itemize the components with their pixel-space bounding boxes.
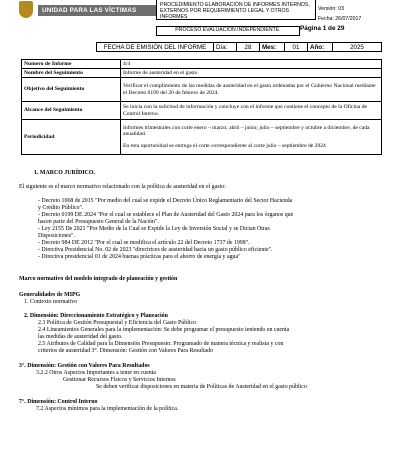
process-name: PROCESO EVALUACIÓN INDEPENDIENTE.	[156, 26, 300, 36]
mipg-heading: Marco normativo del modelo integrado de planeación y gestión	[19, 276, 178, 282]
info-label: Alcance del Seguimiento	[22, 102, 121, 120]
info-label: Objetivo del Seguimiento	[22, 78, 121, 102]
info-value: Verificar el cumplimiento de las medidas de austeridad en el gasto ordenadas por el Gobierno Nacional mediante el Decreto 0199 del 20 de febrero de 2024.	[121, 78, 382, 102]
page-number: Página 1 de 29	[300, 25, 345, 32]
fecha-emision-label: FECHA DE EMISIÓN DEL INFORME	[97, 43, 214, 52]
version-block	[316, 0, 384, 22]
procedure-line-1: PROCEDIMIENTO ELABORACIÓN DE INFORMES INTERNOS,	[160, 2, 310, 8]
dimension-item: 2.5 Atributos de Calidad para la Dimensión Presupuesto: Programado de manera técnica y realista y con	[38, 341, 284, 347]
ano-label: Año:	[308, 43, 333, 52]
procedure-line-2: EXTERNOS POR REQUERIMIENTO LEGAL Y OTROS INFORMES	[160, 8, 289, 20]
dimension-3-item: Gestionar Recursos Físicos y Servicios Internos	[63, 377, 176, 383]
unidad-victimas-logo	[18, 0, 156, 20]
coat-of-arms-icon	[19, 1, 33, 18]
informe-info-table	[21, 59, 382, 155]
mes-label: Mes:	[260, 43, 285, 52]
marco-item: Disposiciones".	[38, 233, 75, 239]
marco-list	[38, 198, 388, 261]
dimension-7-heading: 7°. Dimensión: Control Interno	[19, 399, 98, 405]
dimension-item: criterios de austeridad 3°. Dimensión: Gestión con Valores Para Resultado	[38, 348, 213, 354]
marco-item: - Ley 2155 De 2021 "Por Medio de la Cual se Expide la Ley de Inversión Social y se Dictan Otras	[38, 226, 270, 232]
marco-juridico-heading: 1. MARCO JURÍDICO.	[34, 170, 95, 176]
dimension-3-item: Se deben verificar disposiciones en materia de Políticas de Austeridad en el gasto público	[96, 384, 307, 390]
info-label: Numero de Informe	[22, 60, 121, 69]
marco-item: hacen parte del Presupuesto General de la Nación".	[38, 219, 159, 225]
document-header	[18, 0, 384, 22]
marco-item: - Decreto 984 DE 2012 "Por el cual se modifica el artículo 22 del Decreto 1737 de 1998".	[38, 240, 250, 246]
dimension-7-item: 7.2 Aspectos mínimos para la implementación de la política.	[36, 406, 179, 412]
dimension-item: 2.4 Lineamientos Generales para la implementación: Se debe programar el presupuesto teniendo en cuenta	[38, 327, 290, 333]
mipg-generalidades-heading: Generalidades de MIPG	[19, 292, 81, 298]
process-row	[156, 23, 366, 33]
dia-value: 28	[237, 43, 260, 52]
info-value	[121, 120, 382, 155]
ano-value: 2025	[333, 43, 382, 52]
version: Versión: 03	[318, 6, 344, 12]
fecha-emision-table	[96, 42, 382, 52]
info-label: Periodicidad	[22, 120, 121, 155]
info-value: 4/4	[121, 60, 382, 69]
dimension-2-list	[38, 320, 388, 355]
mipg-generalidades-item: 1. Contexto normativo	[24, 299, 78, 305]
info-value: Informe de austeridad en el gasto	[121, 69, 382, 78]
version-date: Fecha: 26/07/2017	[318, 16, 362, 22]
marco-item: y Crédito Público".	[38, 205, 84, 211]
marco-item: - Decreto 0199 DE 2024 "Por el cual se establece el Plan de Austeridad del Gasto 2024 para los órganos que	[38, 212, 294, 218]
dimension-item: las medidas de austeridad del gasto.	[38, 334, 123, 340]
dimension-2-heading: 2. Dimensión: Direccionamiento Estratégico y Planeación	[24, 313, 168, 319]
marco-item: - Decreto 1068 de 2015 "Por medio del cual se expide el Decreto Único Reglamentario del Sector Hacienda	[38, 198, 293, 204]
dia-label: Día:	[214, 43, 237, 52]
periodicidad-note: En esta oportunidad se entrega el corte correspondiente al corte julio – septiembre de 2024	[123, 142, 326, 149]
marco-item: - Directiva Presidencial No. 02 de 2023 "directrices de austeridad hacia un gasto público eficiente".	[38, 247, 273, 253]
mes-value: 01	[285, 43, 308, 52]
dimension-item: 2.3 Política de Gestión Presupuestal y Eficiencia del Gasto Público	[38, 320, 197, 326]
periodicidad-text: Informes trimestrales con corte enero – marzo; abril – junio; julio – septiembre y octubre a diciembre, de cada anualidad.	[123, 125, 370, 138]
dimension-3-heading: 3°. Dimensión: Gestión con Valores Para Resultados	[19, 363, 150, 369]
marco-intro: El siguiente es el marco normativo relacionado con la política de austeridad en el gasto:	[19, 184, 226, 190]
marco-item: - Directiva presidencial 01 de 2024 buenas prácticas para el ahorro de energía y agua"	[38, 254, 241, 260]
procedure-title	[156, 0, 316, 20]
logo-text: UNIDAD PARA LAS VÍCTIMAS	[42, 7, 137, 14]
info-label: Nombre del Seguimiento	[22, 69, 121, 78]
dimension-3-item: 3.2.2 Otros Aspectos Importantes a tener en cuenta	[36, 370, 156, 376]
info-value: Se inicia con la solicitud de información y concluye con el informe que contiene el concepto de la Oficina de Control Interno.	[121, 102, 382, 120]
